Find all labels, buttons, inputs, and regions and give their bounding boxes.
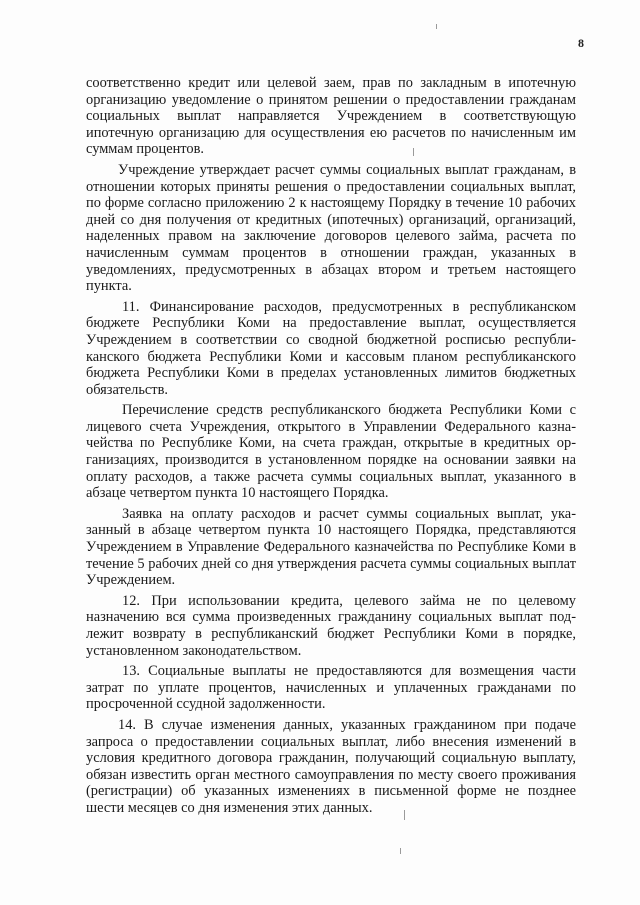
paragraph-item-11: 11. Финансирование расходов, предусмотренных в республиканском бюджете Республики Коми на предоставление выплат, осуществляется Учреждением в соответствии со сводной бюджетной росписью республиканского бюджета Республики Коми и кассовым планом республиканского бюджета Республики Коми в пределах установленных лимитов бюджетных обязательств. [86,298,576,398]
paragraph: соответственно кредит или целевой заем, прав по закладным в ипотечную организацию уведомление о принятом решении о предоставлении гражданам социальных выплат направляется Учреждением в соответствующую ипотечную организацию для осуществления ею расчетов по начисленным им суммам процентов. [86,75,576,158]
document-body [86,75,576,821]
paragraph-item-13: 13. Социальные выплаты не предоставляются для возмещения части затрат по уплате процентов, начисленных и уплаченных гражданами по просроченной ссудной задолженности. [86,663,576,713]
paragraph-item-14: 14. В случае изменения данных, указанных гражданином при подаче запроса о предоставлении социальных выплат, либо внесения изменений в условия кредитного договора гражданин, получающий социальную выплату, обязан известить орган местного самоуправления по месту своего проживания (регистрации) об указанных изменениях в письменной форме не позднее шести месяцев со дня изменения этих данных. [86,716,576,816]
scan-speck [436,24,437,29]
paragraph: Перечисление средств республиканского бюджета Республики Коми с лицевого счета Учреждения, открытого в Управлении Федерального казначейства по Республике Коми, на счета граждан, открытые в кредитных организациях, производится в установленном порядке на основании заявки на оплату расходов, а также расчета суммы социальных выплат, указанного в абзаце четвертом пункта 10 настоящего Порядка. [86,402,576,502]
paragraph: Учреждение утверждает расчет суммы социальных выплат гражданам, в отношении которых приняты решения о предоставлении социальных выплат, по форме согласно приложению 2 к настоящему Порядку в течение 10 рабочих дней со дня получения от кредитных (ипотечных) организаций, организаций, наделенных правом на заключение договоров целевого займа, расчета по начисленным суммам процентов в отношении граждан, указанных в уведомлениях, предусмотренных в абзацах втором и третьем настоящего пункта. [86,161,576,295]
scan-speck [400,848,401,854]
paragraph: Заявка на оплату расходов и расчет суммы социальных выплат, указанный в абзаце четвертом пункта 10 настоящего Порядка, представляются Учреждением в Управление Федерального казначейства по Республике Коми в течение 5 рабочих дней со дня утверждения расчета суммы социальных выплат Учреждением. [86,505,576,589]
page-number: 8 [578,36,584,50]
paragraph-item-12: 12. При использовании кредита, целевого займа не по целевому назначению вся сумма произведенных гражданину социальных выплат подлежит возврату в республиканский бюджет Республики Коми в порядке, установленном законодательством. [86,592,576,659]
